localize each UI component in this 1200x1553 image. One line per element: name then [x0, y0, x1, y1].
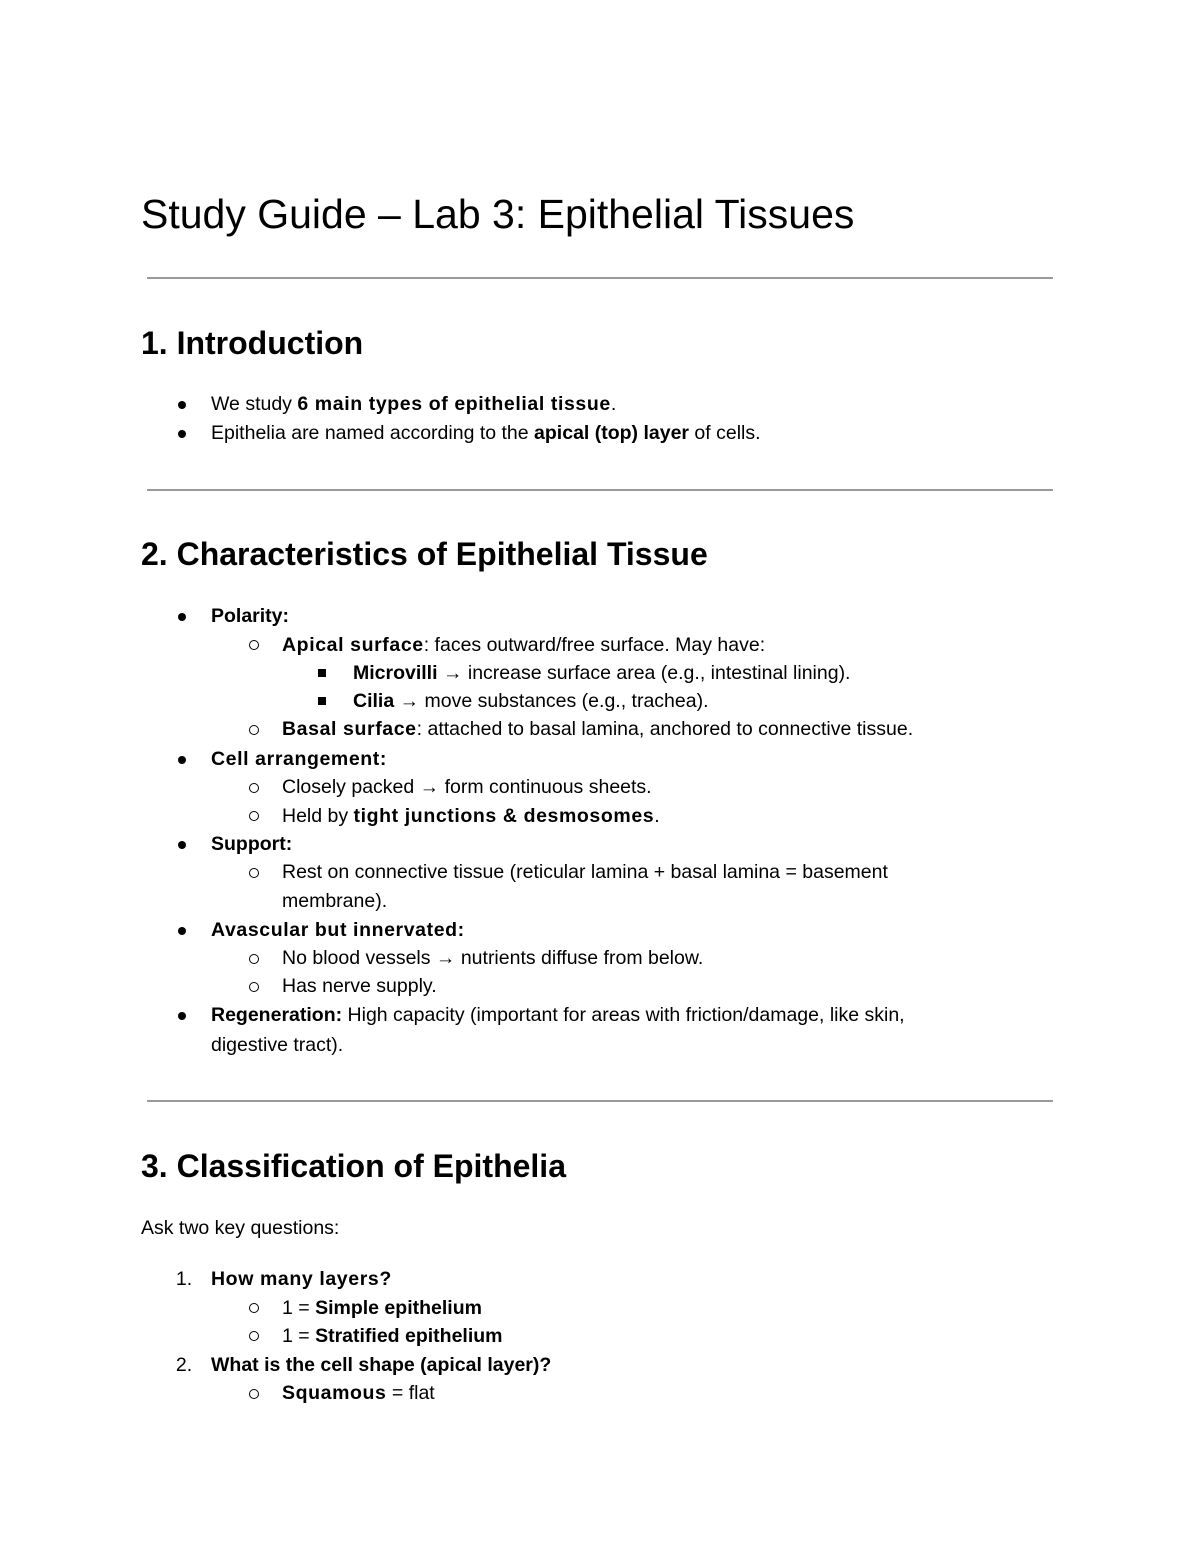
list-item	[211, 1001, 905, 1029]
list-item-continuation: digestive tract).	[211, 1034, 344, 1056]
list-item	[282, 1322, 503, 1350]
text-span: Epithelia are named according to the	[211, 422, 535, 444]
text-span: → move substances (e.g., trachea).	[394, 690, 709, 712]
bold-text: apical (top) layer	[534, 422, 690, 444]
bold-text: Simple epithelium	[315, 1297, 482, 1319]
text-span: 1 =	[282, 1325, 316, 1347]
list-item	[282, 631, 765, 659]
bold-text: What is the cell shape (apical layer)?	[211, 1354, 552, 1376]
bullet-disc-icon	[178, 613, 186, 621]
bullet-circle-icon	[249, 783, 259, 793]
text-span: : faces outward/free surface. May have:	[423, 634, 766, 656]
bullet-circle-icon	[249, 1389, 259, 1399]
list-item	[353, 659, 850, 687]
bullet-circle-icon	[249, 954, 259, 964]
bold-text: Avascular but innervated:	[211, 919, 465, 941]
text-span: .	[654, 805, 660, 827]
bullet-disc-icon	[178, 756, 186, 764]
bullet-circle-icon	[249, 640, 259, 650]
horizontal-rule	[147, 277, 1053, 279]
list-item	[282, 802, 660, 830]
text-span: : attached to basal lamina, anchored to connective tissue.	[416, 718, 914, 740]
text-span: → increase surface area (e.g., intestinal lining).	[437, 662, 851, 684]
horizontal-rule	[147, 489, 1053, 491]
list-item	[211, 830, 292, 858]
list-item	[282, 1294, 482, 1322]
section-heading-classification: 3. Classification of Epithelia	[141, 1148, 566, 1184]
bold-text: How many layers?	[211, 1268, 392, 1290]
section-heading-characteristics: 2. Characteristics of Epithelial Tissue	[141, 536, 708, 572]
text-span: Held by	[282, 805, 354, 827]
bold-text: Apical surface	[282, 634, 424, 656]
section-heading-introduction: 1. Introduction	[141, 325, 364, 361]
bullet-circle-icon	[249, 1331, 259, 1341]
list-item	[211, 390, 616, 418]
bullet-circle-icon	[249, 725, 259, 735]
bullet-disc-icon	[178, 430, 186, 438]
list-item: Has nerve supply.	[282, 975, 437, 997]
bold-text: tight junctions & desmosomes	[353, 805, 655, 827]
list-number: 2.	[175, 1354, 193, 1376]
list-item: Closely packed → form continuous sheets.	[282, 776, 652, 798]
text-span: 1 =	[282, 1297, 316, 1319]
bold-text: Basal surface	[282, 718, 417, 740]
list-item	[353, 687, 709, 715]
text-span: of cells.	[689, 422, 761, 444]
bold-text: 6 main types of epithelial tissue	[297, 393, 611, 415]
bold-text: Regeneration:	[211, 1004, 343, 1026]
list-item	[282, 715, 913, 743]
list-item	[282, 1379, 435, 1407]
bold-text: Cilia	[353, 690, 395, 712]
bullet-disc-icon	[178, 841, 186, 849]
text-span: We study	[211, 393, 298, 415]
list-item	[211, 602, 289, 630]
list-item-continuation: membrane).	[282, 890, 388, 912]
bullet-square-icon	[318, 697, 326, 705]
bold-text: Cell arrangement:	[211, 748, 387, 770]
bullet-disc-icon	[178, 927, 186, 935]
bold-text: Support:	[211, 833, 293, 855]
list-item	[211, 1265, 392, 1293]
bold-text: Microvilli	[353, 662, 438, 684]
bullet-square-icon	[318, 669, 326, 677]
list-number: 1.	[175, 1268, 193, 1290]
bold-text: Squamous	[282, 1382, 387, 1404]
list-item: Rest on connective tissue (reticular lamina + basal lamina = basement	[282, 861, 888, 883]
list-item	[211, 745, 387, 773]
horizontal-rule	[147, 1100, 1053, 1102]
bullet-circle-icon	[249, 1303, 259, 1313]
document-title: Study Guide – Lab 3: Epithelial Tissues	[141, 191, 855, 237]
bullet-circle-icon	[249, 811, 259, 821]
bullet-circle-icon	[249, 982, 259, 992]
list-item	[211, 1351, 551, 1379]
bold-text: Stratified epithelium	[315, 1325, 503, 1347]
text-span: High capacity (important for areas with friction/damage, like skin,	[342, 1004, 905, 1026]
list-item: No blood vessels → nutrients diffuse from below.	[282, 947, 704, 969]
list-item	[211, 419, 761, 447]
bullet-circle-icon	[249, 868, 259, 878]
text-span: .	[610, 393, 617, 415]
paragraph: Ask two key questions:	[141, 1217, 340, 1239]
bullet-disc-icon	[178, 1012, 186, 1020]
bold-text: Polarity:	[211, 605, 290, 627]
text-span: = flat	[386, 1382, 435, 1404]
bullet-disc-icon	[178, 401, 186, 409]
list-item	[211, 916, 465, 944]
